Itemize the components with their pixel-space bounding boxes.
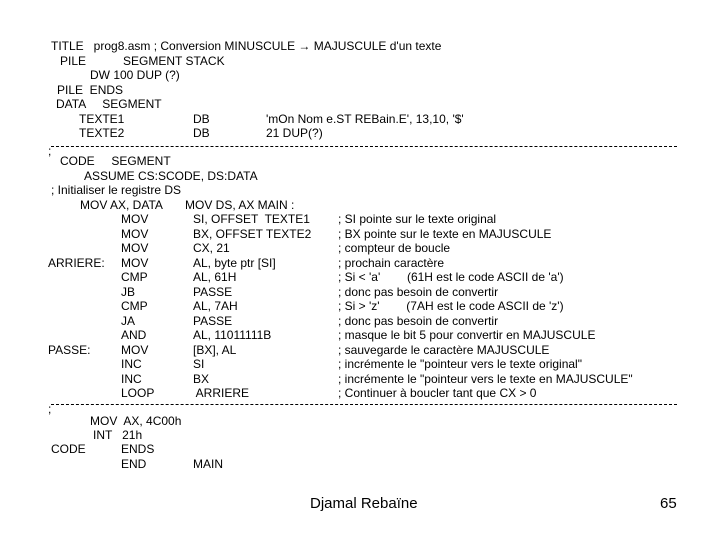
tail-end-keyword: END [121, 457, 147, 471]
code-line-opcode: MOV [121, 241, 149, 255]
separator-line [51, 146, 677, 147]
code-line-comment: ; Si > 'z' (7AH est le code ASCII de 'z') [338, 299, 564, 313]
data-segment-header: DATA SEGMENT [56, 97, 162, 111]
code-line-opcode: MOV [121, 226, 149, 241]
code-line-operands: CX, 21 [193, 241, 230, 255]
code-line-opcode: CMP [121, 299, 148, 313]
data-row-directive: DB [193, 112, 210, 126]
tail-mov-line: MOV AX, 4C00h [90, 414, 182, 428]
code-line-operands: AL, 11011111B [193, 328, 272, 342]
code-line-operands: ARRIERE [193, 386, 250, 400]
data-row-value: 21 DUP(?) [266, 126, 323, 140]
code-segment-header: CODE SEGMENT [60, 154, 171, 168]
code-line-comment: ; BX pointe sur le texte en MAJUSCULE [338, 226, 552, 241]
code-line-label: PASSE: [48, 342, 91, 357]
code-line-operands: [BX], AL [193, 342, 237, 357]
data-row-directive: DB [193, 126, 210, 140]
code-line-opcode: AND [121, 328, 147, 342]
code-line-comment: ; Continuer à boucler tant que CX > 0 [338, 386, 537, 400]
page-number: 65 [660, 495, 677, 512]
code-line-operands: AL, byte ptr [SI] [193, 255, 276, 270]
code-line-operands: PASSE [193, 313, 233, 328]
code-line-opcode: CMP [121, 270, 148, 284]
tail-int-line: INT 21h [93, 428, 143, 442]
code-line-label: ARRIERE: [48, 255, 105, 270]
footer-author: Djamal Rebaïne [310, 495, 418, 512]
code-line-opcode: MOV [121, 212, 149, 226]
code-line-comment: ; prochain caractère [338, 255, 445, 270]
code-line-comment: ; Si < 'a' (61H est le code ASCII de 'a') [338, 270, 564, 284]
code-line-comment: ; masque le bit 5 pour convertir en MAJUSCULE [338, 328, 596, 342]
pile-segment-keyword: SEGMENT STACK [123, 54, 225, 68]
code-line-comment: ; incrémente le "pointeur vers le texte en MAJUSCULE" [338, 371, 633, 386]
code-line-opcode: JB [121, 284, 136, 299]
tail-ends-keyword: ENDS [121, 442, 155, 456]
code-line-comment: ; donc pas besoin de convertir [338, 313, 499, 328]
code-line-comment: ; donc pas besoin de convertir [338, 284, 499, 299]
code-line-opcode: INC [121, 357, 142, 371]
init-comment: ; Initialiser le registre DS [51, 183, 182, 197]
code-line-operands: BX [193, 371, 210, 386]
code-line-opcode: INC [121, 371, 142, 386]
code-line-opcode: LOOP [121, 386, 155, 400]
tail-main-label: MAIN [193, 457, 223, 471]
code-line-operands: PASSE [193, 284, 233, 299]
tail-code-label: CODE [51, 442, 86, 456]
pile-dw-line: DW 100 DUP (?) [90, 68, 180, 82]
code-line-operands: SI [193, 357, 205, 371]
code-line-opcode: JA [121, 313, 136, 328]
code-line-operands: AL, 7AH [193, 299, 238, 313]
assume-line: ASSUME CS:SCODE, DS:DATA [84, 169, 258, 183]
code-line-opcode: MOV [121, 255, 149, 270]
pile-segment-name: PILE [60, 54, 87, 68]
code-line-operands: BX, OFFSET TEXTE2 [193, 226, 312, 241]
mov-ds-main-line: MOV DS, AX MAIN : [185, 198, 295, 212]
data-row-name: TEXTE1 [79, 112, 125, 126]
code-line-operands: SI, OFFSET TEXTE1 [193, 212, 310, 226]
separator-semicolon: ; [48, 402, 52, 416]
code-line-operands: AL, 61H [193, 270, 237, 284]
pile-ends-line: PILE ENDS [57, 83, 124, 97]
separator-line [51, 404, 677, 405]
program-title: TITLE prog8.asm ; Conversion MINUSCULE → MAJUSCULE d'un texte [51, 39, 442, 53]
mov-ax-data-line: MOV AX, DATA [80, 198, 163, 212]
code-line-opcode: MOV [121, 342, 149, 357]
code-line-comment: ; incrémente le "pointeur vers le texte original" [338, 357, 582, 371]
code-line-comment: ; sauvegarde le caractère MAJUSCULE [338, 342, 550, 357]
code-line-comment: ; SI pointe sur le texte original [338, 212, 497, 226]
data-row-name: TEXTE2 [79, 126, 125, 140]
separator-semicolon: ; [48, 144, 52, 158]
data-row-value: 'mOn Nom e.ST REBain.E', 13,10, '$' [266, 112, 464, 126]
code-line-comment: ; compteur de boucle [338, 241, 451, 255]
